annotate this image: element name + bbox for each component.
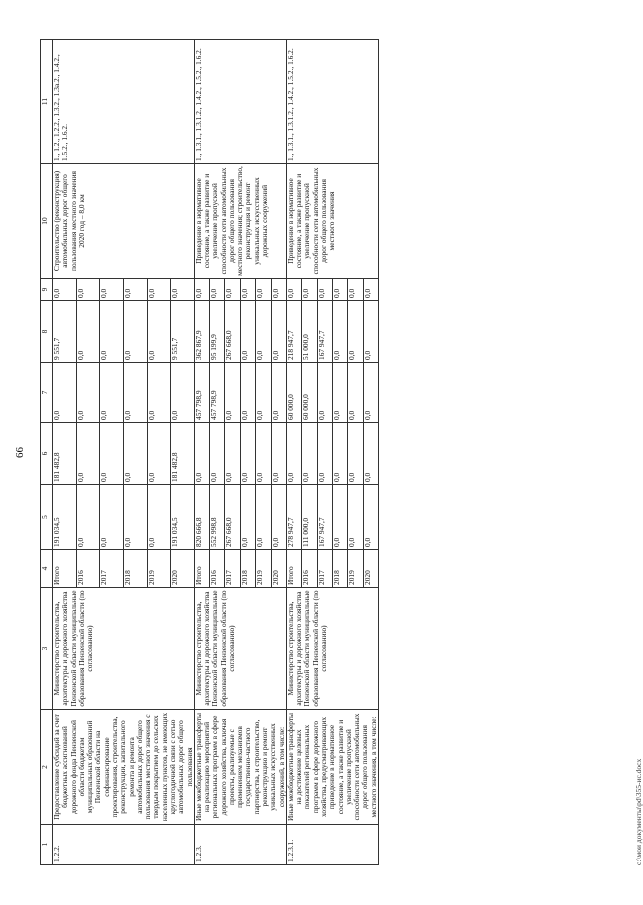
regional-amount: 0,0: [240, 363, 255, 423]
total-amount: 0,0: [363, 485, 378, 550]
page-number: 66: [14, 447, 26, 458]
table-row: [286, 40, 301, 865]
local-amount: 362 867,9: [194, 301, 209, 363]
local-amount: 9 551,7: [53, 301, 77, 363]
item-number: 1.2.3.: [194, 825, 286, 865]
local-amount: 0,0: [76, 301, 100, 363]
regional-amount: 60 000,0: [302, 363, 317, 423]
table-row: [194, 40, 209, 865]
footer-file-path: c:\мои документы\pd\355-ис.docx: [634, 758, 643, 865]
regional-amount: 60 000,0: [286, 363, 301, 423]
expected-result: Приведение в нормативное состояние, а также развитие и увеличение пропускной способности сети автомобильных дорог общего пользования местного значения: [286, 164, 378, 279]
local-amount: 0,0: [147, 301, 171, 363]
federal-amount: 0,0: [123, 423, 147, 485]
total-amount: 167 947,7: [317, 485, 332, 550]
year-cell: 2020: [363, 550, 378, 588]
year-cell: 2018: [123, 550, 147, 588]
local-amount: 0,0: [240, 301, 255, 363]
regional-amount: 0,0: [332, 363, 347, 423]
indicator-codes: 1., 1.2., 1.2.2., 1.3.2., 1.3а.2., 1.4.2., 1.5.2., 1.6.2.: [53, 40, 195, 164]
total-amount: 0,0: [123, 485, 147, 550]
other-amount: 0,0: [76, 279, 100, 301]
regional-amount: 0,0: [123, 363, 147, 423]
year-cell: 2016: [210, 550, 225, 588]
federal-amount: 0,0: [256, 423, 271, 485]
year-cell: Итого: [194, 550, 209, 588]
indicator-codes: 1., 1.3.1., 1.3.1.2., 1.4.2., 1.5.2., 1.6.2.: [286, 40, 378, 164]
regional-amount: 0,0: [171, 363, 195, 423]
item-description: Иные межбюджетные трансферты на реализацию мероприятий региональных программ в сфере дорожного хозяйства, включая проекты, реализуемые с применением механизмов государственно-частного партнерства, и строительство, реконструкцию и ремонт уникальных искусственных сооружений, в том числе:: [194, 710, 286, 825]
item-executor: Министерство строительства, архитектуры и дорожного хозяйства Пензенской области муниципальные образования Пензенской области (по согласованию): [53, 588, 195, 710]
regional-amount: 0,0: [225, 363, 240, 423]
other-amount: 0,0: [210, 279, 225, 301]
other-amount: 0,0: [271, 279, 286, 301]
regional-amount: 0,0: [317, 363, 332, 423]
column-header: 11: [41, 40, 53, 164]
column-header: 5: [41, 485, 53, 550]
year-cell: Итого: [53, 550, 77, 588]
local-amount: 267 668,0: [225, 301, 240, 363]
year-cell: 2019: [147, 550, 171, 588]
regional-amount: 0,0: [363, 363, 378, 423]
column-header: 7: [41, 363, 53, 423]
local-amount: 0,0: [256, 301, 271, 363]
other-amount: 0,0: [147, 279, 171, 301]
item-description: Предоставление субсидий за счет бюджетных ассигнований дорожного фонда Пензенской области бюджетам муниципальных образований Пензенской области на софинансирование проектирования, строительства, реконструкции, капитального ремонта и ремонта автомобильных дорог общего пользования местного значения с твердым покрытием до сельских населенных пунктов, не имеющих круглогодичной связи с сетью автомобильных дорог общего пользования: [53, 710, 195, 825]
year-cell: 2017: [100, 550, 124, 588]
column-header: 9: [41, 279, 53, 301]
item-number: 1.2.3.1.: [286, 825, 378, 865]
total-amount: 267 668,0: [225, 485, 240, 550]
year-cell: 2016: [302, 550, 317, 588]
local-amount: 0,0: [363, 301, 378, 363]
column-header: 3: [41, 588, 53, 710]
year-cell: 2017: [317, 550, 332, 588]
local-amount: 0,0: [123, 301, 147, 363]
column-header: 1: [41, 825, 53, 865]
local-amount: 218 947,7: [286, 301, 301, 363]
item-executor: Министерство строительства, архитектуры и дорожного хозяйства Пензенской области муниципальные образования Пензенской области (по согласованию): [286, 588, 378, 710]
header-row: [41, 40, 53, 865]
other-amount: 0,0: [53, 279, 77, 301]
other-amount: 0,0: [123, 279, 147, 301]
local-amount: 9 551,7: [171, 301, 195, 363]
federal-amount: 0,0: [225, 423, 240, 485]
year-cell: 2019: [348, 550, 363, 588]
total-amount: 0,0: [348, 485, 363, 550]
table-row: [53, 40, 77, 865]
total-amount: 0,0: [100, 485, 124, 550]
federal-amount: 0,0: [286, 423, 301, 485]
year-cell: 2020: [271, 550, 286, 588]
other-amount: 0,0: [363, 279, 378, 301]
federal-amount: 0,0: [332, 423, 347, 485]
year-cell: 2018: [240, 550, 255, 588]
regional-amount: 457 798,9: [194, 363, 209, 423]
other-amount: 0,0: [286, 279, 301, 301]
total-amount: 111 000,0: [302, 485, 317, 550]
total-amount: 278 947,7: [286, 485, 301, 550]
local-amount: 0,0: [348, 301, 363, 363]
federal-amount: 0,0: [100, 423, 124, 485]
indicator-codes: 1., 1.3.1., 1.3.1.2., 1.4.2., 1.5.2., 1.6.2.: [194, 40, 286, 164]
total-amount: 0,0: [332, 485, 347, 550]
total-amount: 0,0: [271, 485, 286, 550]
federal-amount: 181 482,8: [171, 423, 195, 485]
federal-amount: 0,0: [363, 423, 378, 485]
column-header: 8: [41, 301, 53, 363]
federal-amount: 0,0: [348, 423, 363, 485]
federal-amount: 0,0: [76, 423, 100, 485]
total-amount: 552 998,8: [210, 485, 225, 550]
federal-amount: 0,0: [271, 423, 286, 485]
year-cell: 2019: [256, 550, 271, 588]
local-amount: 0,0: [271, 301, 286, 363]
item-executor: Министерство строительства, архитектуры и дорожного хозяйства Пензенской области муниципальные образования Пензенской области (по согласованию): [194, 588, 286, 710]
other-amount: 0,0: [225, 279, 240, 301]
total-amount: 820 666,8: [194, 485, 209, 550]
federal-amount: 0,0: [194, 423, 209, 485]
year-cell: 2017: [225, 550, 240, 588]
other-amount: 0,0: [302, 279, 317, 301]
regional-amount: 0,0: [76, 363, 100, 423]
local-amount: 167 947,7: [317, 301, 332, 363]
regional-amount: 0,0: [100, 363, 124, 423]
regional-amount: 0,0: [53, 363, 77, 423]
expected-result: Приведение в нормативное состояние, а также развитие и увеличение пропускной способности сети автомобильных дорог общего пользования местного значения; строительство, реконструкция и ремонт уникальных искусственных дорожных сооружений: [194, 164, 286, 279]
item-description: Иные межбюджетные трансферты на достижение целевых показателей региональных программ в сфере дорожного хозяйства, предусматривающих приведение в нормативное состояние, а также развитие и увеличение пропускной способности сети автомобильных дорог общего пользования местного значения, в том числе:: [286, 710, 378, 825]
expected-result: Строительство (реконструкция) автомобильных дорог общего пользования местного значения 2020 год – 8,0 км: [53, 164, 195, 279]
total-amount: 0,0: [147, 485, 171, 550]
total-amount: 0,0: [240, 485, 255, 550]
other-amount: 0,0: [240, 279, 255, 301]
local-amount: 0,0: [332, 301, 347, 363]
local-amount: 0,0: [100, 301, 124, 363]
program-table: [40, 39, 379, 865]
regional-amount: 0,0: [271, 363, 286, 423]
federal-amount: 0,0: [302, 423, 317, 485]
total-amount: 191 034,5: [171, 485, 195, 550]
column-header: 10: [41, 164, 53, 279]
other-amount: 0,0: [194, 279, 209, 301]
other-amount: 0,0: [256, 279, 271, 301]
year-cell: Итого: [286, 550, 301, 588]
federal-amount: 181 482,8: [53, 423, 77, 485]
table-body: [53, 40, 379, 865]
regional-amount: 0,0: [147, 363, 171, 423]
total-amount: 191 034,5: [53, 485, 77, 550]
year-cell: 2020: [171, 550, 195, 588]
local-amount: 51 000,0: [302, 301, 317, 363]
year-cell: 2016: [76, 550, 100, 588]
total-amount: 0,0: [76, 485, 100, 550]
year-cell: 2018: [332, 550, 347, 588]
federal-amount: 0,0: [210, 423, 225, 485]
local-amount: 95 199,9: [210, 301, 225, 363]
column-header: 4: [41, 550, 53, 588]
column-header: 6: [41, 423, 53, 485]
item-number: 1.2.2.: [53, 825, 195, 865]
other-amount: 0,0: [100, 279, 124, 301]
rotated-page: [14, 40, 643, 865]
federal-amount: 0,0: [317, 423, 332, 485]
other-amount: 0,0: [332, 279, 347, 301]
other-amount: 0,0: [348, 279, 363, 301]
federal-amount: 0,0: [147, 423, 171, 485]
other-amount: 0,0: [317, 279, 332, 301]
federal-amount: 0,0: [240, 423, 255, 485]
regional-amount: 0,0: [348, 363, 363, 423]
regional-amount: 457 798,9: [210, 363, 225, 423]
other-amount: 0,0: [171, 279, 195, 301]
total-amount: 0,0: [256, 485, 271, 550]
column-header: 2: [41, 710, 53, 825]
regional-amount: 0,0: [256, 363, 271, 423]
